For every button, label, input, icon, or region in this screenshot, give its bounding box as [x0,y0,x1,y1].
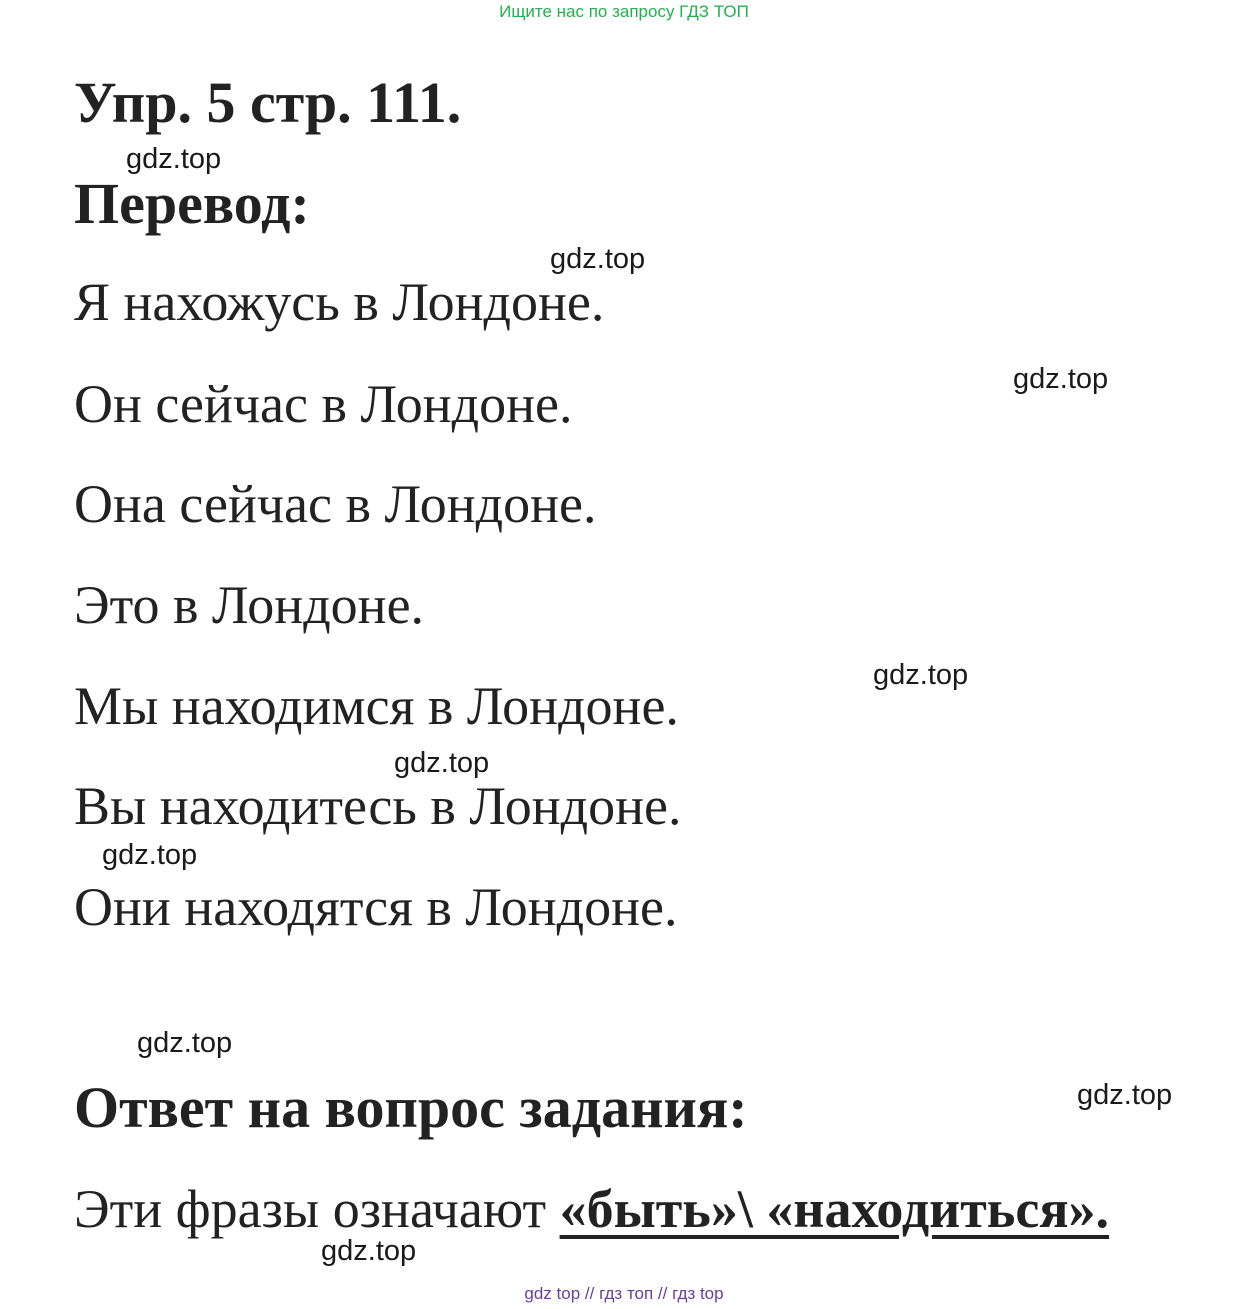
watermark: gdz.top [321,1235,417,1267]
translation-line-7: Они находятся в Лондоне. [74,877,678,937]
translation-line-6: Вы находитесь в Лондоне. [74,776,682,836]
translation-line-5: Мы находимся в Лондоне. [74,676,679,736]
answer-prefix: Эти фразы означают [74,1179,560,1239]
answer-emphasis: «быть»\ «находиться». [559,1179,1110,1239]
translation-heading: Перевод: [74,171,310,236]
watermark: gdz.top [394,747,490,779]
translation-line-4: Это в Лондоне. [74,575,425,635]
translation-line-1: Я нахожусь в Лондоне. [74,272,605,332]
watermark: gdz.top [1077,1079,1173,1111]
watermark: gdz.top [126,143,222,175]
watermark: gdz.top [550,243,646,275]
answer-heading: Ответ на вопрос задания: [74,1075,748,1140]
exercise-title: Упр. 5 стр. 111. [74,70,462,135]
watermark: gdz.top [1013,363,1109,395]
watermark: gdz.top [102,839,198,871]
watermark: gdz.top [873,659,969,691]
translation-line-3: Она сейчас в Лондоне. [74,474,597,534]
top-banner[interactable]: Ищите нас по запросу ГДЗ ТОП [499,2,749,21]
watermark: gdz.top [137,1027,233,1059]
answer-line [74,1178,1109,1240]
footer-links[interactable]: gdz top // гдз топ // гдз top [524,1284,724,1303]
translation-line-2: Он сейчас в Лондоне. [74,374,573,434]
